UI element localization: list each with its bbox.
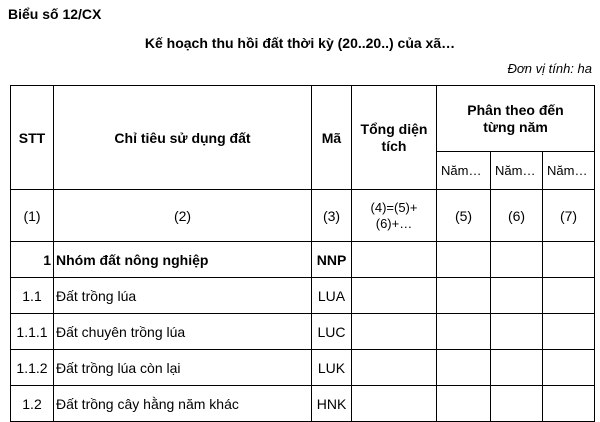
row-name: Nhóm đất nông nghiệp <box>54 242 312 278</box>
row-stt: 1.1 <box>11 278 54 314</box>
row-total-cell <box>352 386 437 422</box>
row-code: LUC <box>312 314 352 350</box>
row-code: LUA <box>312 278 352 314</box>
num-col-2: (2) <box>54 190 312 242</box>
numbering-row <box>11 190 595 242</box>
row-year-cell <box>437 386 491 422</box>
row-total-cell <box>352 350 437 386</box>
row-year-cell <box>543 314 595 350</box>
row-year-cell <box>437 350 491 386</box>
row-total-cell <box>352 242 437 278</box>
row-year-cell <box>543 278 595 314</box>
table-row <box>11 242 595 278</box>
table-row <box>11 350 595 386</box>
col-header-year-2: Năm… <box>491 152 543 190</box>
unit-label: Đơn vị tính: ha <box>507 61 592 76</box>
row-name: Đất trồng lúa <box>54 278 312 314</box>
row-year-cell <box>491 386 543 422</box>
row-year-cell <box>491 242 543 278</box>
row-stt: 1.1.2 <box>11 350 54 386</box>
num-col-1: (1) <box>11 190 54 242</box>
document-title: Kế hoạch thu hồi đất thời kỳ (20..20..) của xã… <box>144 35 456 51</box>
col-header-stt: STT <box>11 86 54 190</box>
table-row <box>11 278 595 314</box>
row-year-cell <box>437 314 491 350</box>
row-stt: 1 <box>11 242 54 278</box>
num-col-4: (4)=(5)+(6)+… <box>352 190 437 242</box>
row-year-cell <box>491 278 543 314</box>
col-header-year-3: Năm… <box>543 152 595 190</box>
table-row <box>11 386 595 422</box>
row-name: Đất trồng cây hằng năm khác <box>54 386 312 422</box>
row-code: NNP <box>312 242 352 278</box>
row-total-cell <box>352 314 437 350</box>
row-year-cell <box>491 350 543 386</box>
num-col-3: (3) <box>312 190 352 242</box>
land-recovery-table <box>10 85 595 422</box>
row-stt: 1.1.1 <box>11 314 54 350</box>
col-header-code: Mã <box>312 86 352 190</box>
col-header-total: Tổng diện tích <box>352 86 437 190</box>
col-header-criteria: Chỉ tiêu sử dụng đất <box>54 86 312 190</box>
row-year-cell <box>491 314 543 350</box>
row-code: LUK <box>312 350 352 386</box>
row-code: HNK <box>312 386 352 422</box>
num-col-5: (5) <box>437 190 491 242</box>
row-name: Đất trồng lúa còn lại <box>54 350 312 386</box>
row-stt: 1.2 <box>11 386 54 422</box>
row-name: Đất chuyên trồng lúa <box>54 314 312 350</box>
col-header-year-1: Năm… <box>437 152 491 190</box>
form-code: Biểu số 12/CX <box>8 6 102 22</box>
row-total-cell <box>352 278 437 314</box>
col-header-by-year: Phân theo đến từng năm <box>437 86 595 152</box>
header-row-1 <box>11 86 595 152</box>
row-year-cell <box>543 350 595 386</box>
row-year-cell <box>543 386 595 422</box>
row-year-cell <box>437 278 491 314</box>
table-row <box>11 314 595 350</box>
row-year-cell <box>543 242 595 278</box>
num-col-7: (7) <box>543 190 595 242</box>
row-year-cell <box>437 242 491 278</box>
num-col-6: (6) <box>491 190 543 242</box>
